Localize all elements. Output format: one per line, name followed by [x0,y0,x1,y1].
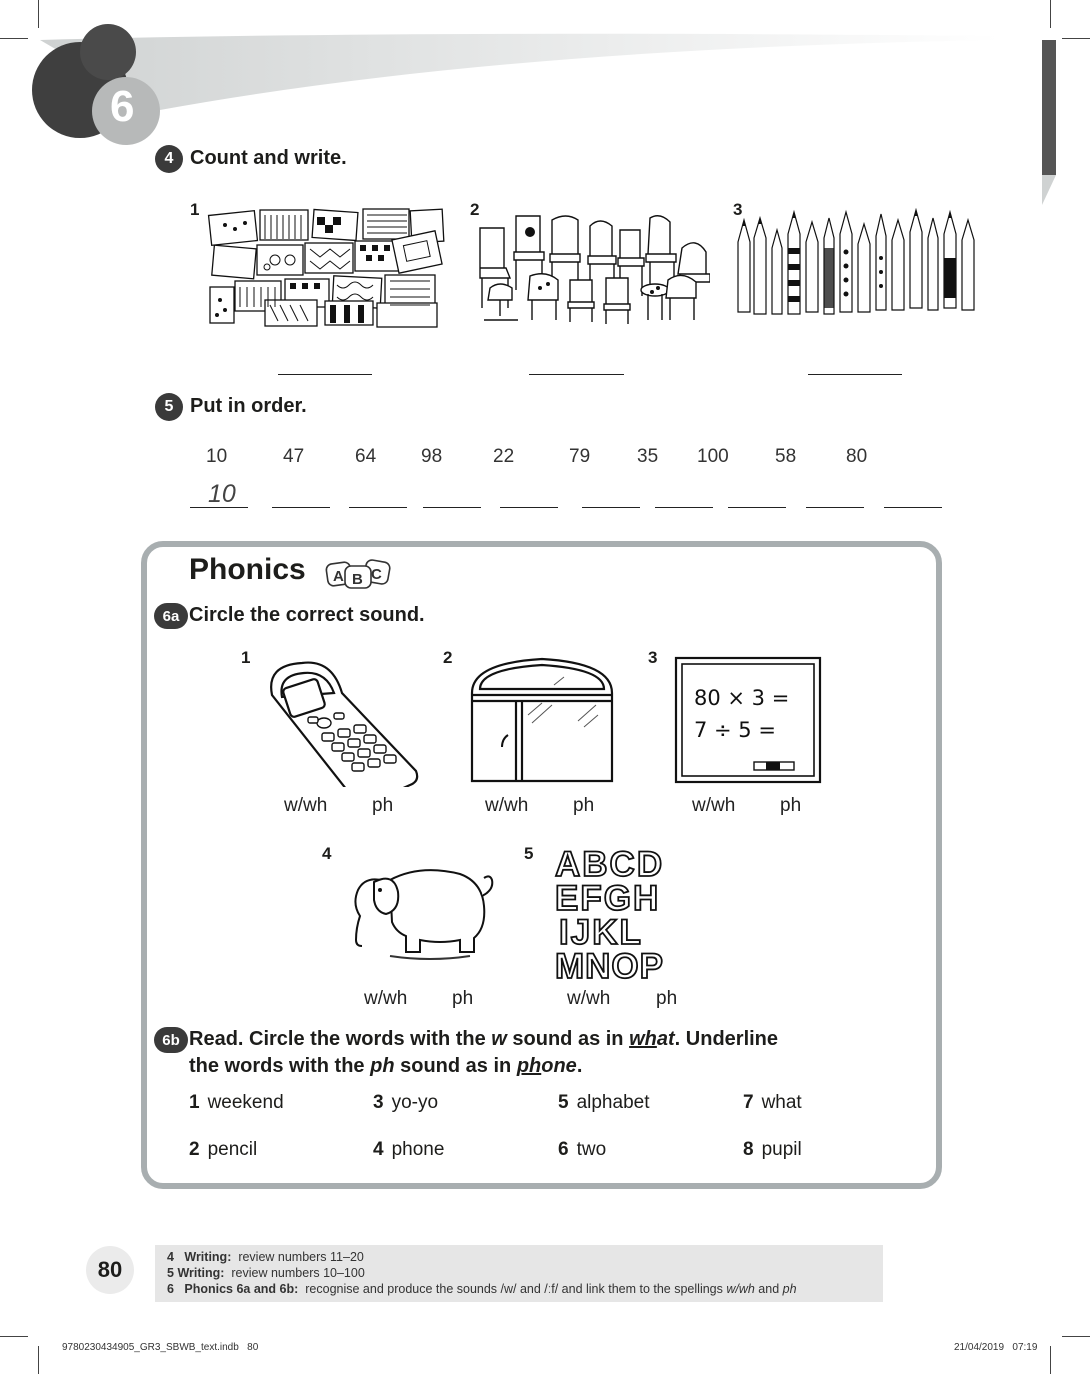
text: wh [629,1028,657,1050]
order-number: 64 [355,446,377,467]
date-imprint: 21/04/2019 07:19 [954,1342,1038,1353]
exercise-5-badge: 5 [155,393,183,421]
abc-letter-a: A [333,568,344,585]
order-number: 100 [697,446,729,467]
abc-letter-c: C [371,566,382,583]
answer-blank[interactable] [529,374,624,375]
exercise-6b-badge: 6b [154,1027,188,1053]
item-label: 2 [443,648,453,667]
alphabet-row-3: IJKL [559,913,643,952]
word-item[interactable] [373,1092,438,1114]
text: 5 [167,1266,174,1280]
sound-option-ph[interactable]: ph [656,988,678,1009]
order-blank[interactable] [349,507,407,508]
answer-blank[interactable] [278,374,372,375]
order-number: 22 [493,446,515,467]
word-text: pupil [761,1139,802,1160]
word-item[interactable] [743,1139,802,1161]
order-blank[interactable] [500,507,558,508]
exercise-4-badge: 4 [155,145,183,173]
item-label: 3 [733,200,743,219]
sound-option-w[interactable]: w/wh [485,795,529,816]
text: and [754,1282,783,1296]
text: Read. Circle the words with the [189,1028,492,1050]
item-label: 3 [648,648,658,667]
word-item[interactable] [743,1092,802,1114]
order-blank [190,507,248,508]
text: one [541,1055,577,1077]
order-number: 79 [569,446,591,467]
exercise-5-title: Put in order. [190,395,307,417]
order-blank[interactable] [655,507,713,508]
text: review numbers 11–20 [238,1250,364,1264]
word-item[interactable] [558,1092,649,1114]
text: review numbers 10–100 [231,1266,365,1280]
note-line-1 [167,1250,364,1264]
order-number: 98 [421,446,443,467]
sound-option-w[interactable]: w/wh [284,795,328,816]
word-number: 5 [558,1092,569,1113]
item-label: 1 [190,200,200,219]
text: the words with the [189,1055,371,1077]
phone-icon [262,655,422,787]
example-answer: 10 [208,480,236,508]
text: ph [516,1055,542,1077]
order-number: 80 [846,446,868,467]
crop-mark [38,1346,39,1374]
text: . Underline [674,1028,779,1050]
elephant-icon [350,860,495,960]
unit-number: 6 [110,82,135,131]
header-decoration [0,0,1090,210]
order-blank[interactable] [423,507,481,508]
item-label: 5 [524,844,534,863]
word-text: yo-yo [391,1092,439,1113]
text: . [576,1055,583,1077]
word-text: weekend [207,1092,284,1113]
alphabet-row-1: ABCD [555,845,665,884]
text: Writing: [177,1266,225,1280]
word-number: 4 [373,1139,384,1160]
sound-option-ph[interactable]: ph [780,795,802,816]
word-number: 2 [189,1139,200,1160]
abc-blocks-icon [325,557,391,591]
sound-option-w[interactable]: w/wh [567,988,611,1009]
sound-option-ph[interactable]: ph [452,988,474,1009]
file-imprint: 9780230434905_GR3_SBWB_text.indb 80 [62,1342,259,1353]
exercise-6a-badge: 6a [154,603,188,629]
board-line-2: 7 ÷ 5 = [694,718,776,742]
rugs-picture [205,205,450,330]
word-item[interactable] [373,1139,444,1161]
word-text: alphabet [576,1092,650,1113]
answer-blank[interactable] [808,374,902,375]
text: recognise and produce the sounds /w/ and /ːf/ and link them to the spellings [305,1282,727,1296]
text: 4 [167,1250,174,1264]
text: w/wh [726,1282,755,1296]
order-blank[interactable] [806,507,864,508]
exercise-6b-instruction-line1 [189,1028,778,1051]
chairs-picture [470,208,710,330]
order-number: 10 [206,446,228,467]
word-number: 1 [189,1092,200,1113]
order-number: 35 [637,446,659,467]
item-label: 2 [470,200,480,219]
sound-option-w[interactable]: w/wh [364,988,408,1009]
board-line-1: 80 × 3 = [694,686,790,710]
exercise-6b-instruction-line2 [189,1055,582,1078]
text: w [491,1028,507,1050]
text: Phonics 6a and 6b: [184,1282,299,1296]
word-item[interactable] [189,1092,284,1114]
text: ph [782,1282,797,1296]
word-text: pencil [207,1139,258,1160]
note-line-2 [167,1266,365,1280]
crop-mark [1050,1346,1051,1374]
alphabet-row-4: MNOP [555,947,664,982]
word-item[interactable] [189,1139,257,1161]
text: sound as in [394,1055,517,1077]
crop-mark [0,1336,28,1337]
sound-option-w[interactable]: w/wh [692,795,736,816]
sound-option-ph[interactable]: ph [573,795,595,816]
order-number: 47 [283,446,305,467]
word-text: what [761,1092,802,1113]
word-number: 3 [373,1092,384,1113]
pencils-picture [732,208,984,323]
text: ph [370,1055,395,1077]
order-number: 58 [775,446,797,467]
crop-mark [1062,1336,1090,1337]
text: 6 [167,1282,174,1296]
word-number: 7 [743,1092,754,1113]
note-line-3 [167,1282,797,1296]
text: at [656,1028,675,1050]
text: Writing: [184,1250,232,1264]
order-blank[interactable] [728,507,786,508]
sound-option-ph[interactable]: ph [372,795,394,816]
teacher-notes [155,1245,883,1302]
alphabet-row-2: EFGH [555,879,661,918]
word-number: 8 [743,1139,754,1160]
window-icon [468,655,616,785]
exercise-6a-title: Circle the correct sound. [189,604,425,626]
abc-letter-b: B [352,571,363,588]
text: sound as in [506,1028,630,1050]
alphabet-icon [551,842,701,982]
page-number: 80 [86,1246,134,1294]
item-label: 1 [241,648,251,667]
order-blank[interactable] [582,507,640,508]
phonics-title: Phonics [189,553,306,586]
order-blank[interactable] [272,507,330,508]
exercise-4-title: Count and write. [190,147,347,169]
word-number: 6 [558,1139,569,1160]
word-item[interactable] [558,1139,606,1161]
word-text: phone [391,1139,445,1160]
item-label: 4 [322,844,332,863]
order-blank[interactable] [884,507,942,508]
word-text: two [576,1139,607,1160]
